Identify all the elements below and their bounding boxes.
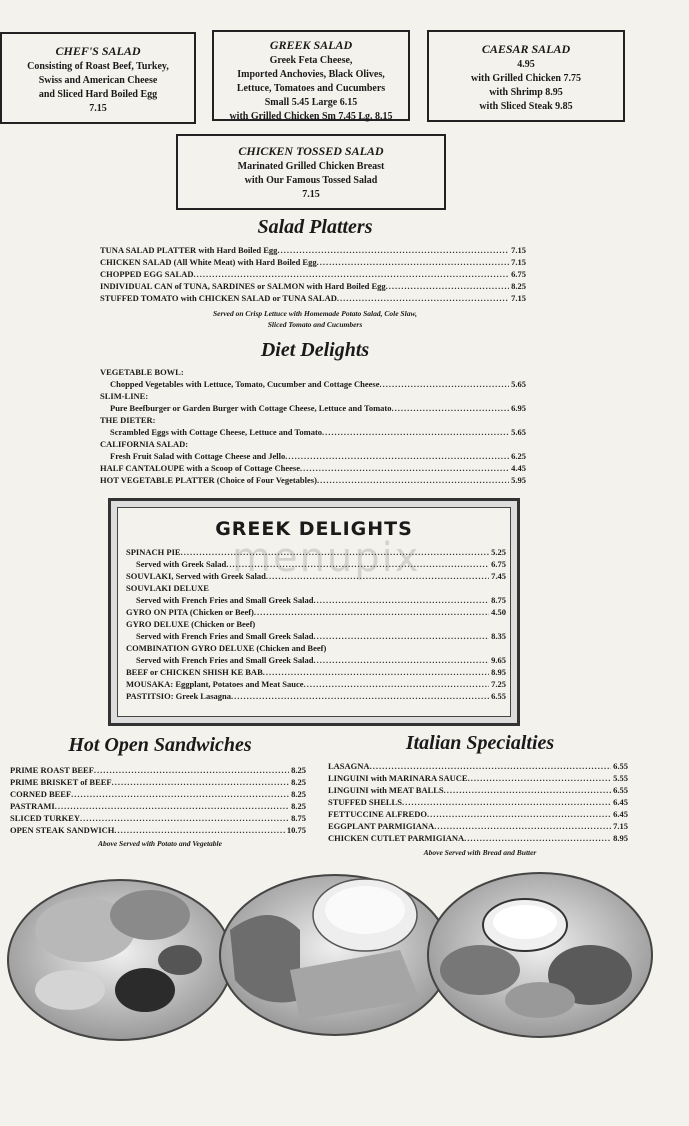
hot-open-sandwiches-note: Above Served with Potato and Vegetable bbox=[98, 839, 222, 848]
list-item: Scrambled Eggs with Cottage Cheese, Lettuce and Tomato ..... 5.65 bbox=[100, 426, 526, 438]
list-item: Served with French Fries and Small Greek Salad ..... 8.75 bbox=[126, 594, 506, 606]
list-item: LINGUINI with MARINARA SAUCE ..... 5.55 bbox=[328, 772, 628, 784]
chefs-salad-line: and Sliced Hard Boiled Egg bbox=[38, 89, 158, 100]
caesar-salad-title: CAESAR SALAD bbox=[481, 42, 571, 56]
list-item: INDIVIDUAL CAN of TUNA, SARDINES or SALMON with Hard Boiled Egg ..... 8.25 bbox=[100, 280, 526, 292]
list-item: Served with Greek Salad ..... 6.75 bbox=[126, 558, 506, 570]
list-item: PRIME ROAST BEEF ..... 8.25 bbox=[10, 764, 306, 776]
note-line: Sliced Tomato and Cucumbers bbox=[267, 320, 363, 329]
list-item: Served with French Fries and Small Greek Salad ..... 9.65 bbox=[126, 654, 506, 666]
italian-specialties-note: Above Served with Bread and Butter bbox=[423, 848, 537, 857]
salad-plate-photo bbox=[8, 880, 232, 1040]
list-item: PASTRAMI ..... 8.25 bbox=[10, 800, 306, 812]
chicken-tossed-salad-price: 7.15 bbox=[302, 189, 320, 200]
list-item: GYRO ON PITA (Chicken or Beef) ..... 4.50 bbox=[126, 606, 506, 618]
greek-salad-line: Imported Anchovies, Black Olives, bbox=[237, 69, 385, 80]
chicken-tossed-salad-line: Marinated Grilled Chicken Breast bbox=[237, 161, 385, 172]
list-item: FETTUCCINE ALFREDO ..... 6.45 bbox=[328, 808, 628, 820]
greek-salad-title: GREEK SALAD bbox=[269, 38, 353, 52]
list-item: GYRO DELUXE (Chicken or Beef) bbox=[126, 619, 256, 629]
salad-platters-note bbox=[150, 308, 480, 330]
list-item: SLICED TURKEY ..... 8.75 bbox=[10, 812, 306, 824]
list-item: SOUVLAKI DELUXE bbox=[126, 583, 209, 593]
list-item: PRIME BRISKET of BEEF ..... 8.25 bbox=[10, 776, 306, 788]
chicken-tossed-salad-line: with Our Famous Tossed Salad bbox=[244, 175, 378, 186]
list-item: CHICKEN SALAD (All White Meat) with Hard Boiled Egg ..... 7.15 bbox=[100, 256, 526, 268]
list-item: BEEF or CHICKEN SHISH KE BAB ..... 8.95 bbox=[126, 666, 506, 678]
caesar-salad-line: 4.95 bbox=[517, 59, 535, 70]
diet-delights-list bbox=[100, 366, 526, 486]
chefs-salad-box bbox=[0, 32, 196, 124]
caesar-salad-line: with Shrimp 8.95 bbox=[489, 87, 563, 98]
list-item: COMBINATION GYRO DELUXE (Chicken and Beef) bbox=[126, 643, 327, 653]
watermark: menupix bbox=[232, 535, 421, 581]
chefs-salad-title: CHEF'S SALAD bbox=[55, 44, 141, 58]
salad-platters-list bbox=[100, 244, 526, 304]
list-item: CHICKEN CUTLET PARMIGIANA ..... 8.95 bbox=[328, 832, 628, 844]
list-item: VEGETABLE BOWL: bbox=[100, 367, 184, 377]
italian-specialties-list bbox=[328, 760, 628, 844]
caesar-salad-box bbox=[427, 30, 625, 122]
greek-salad-box bbox=[212, 30, 410, 121]
note-line: Served on Crisp Lettuce with Homemade Potato Salad, Cole Slaw, bbox=[212, 309, 418, 318]
list-item: LASAGNA ..... 6.55 bbox=[328, 760, 628, 772]
kebab-plate-photo bbox=[428, 873, 652, 1037]
list-item: THE DIETER: bbox=[100, 415, 156, 425]
list-item: CHOPPED EGG SALAD ..... 6.75 bbox=[100, 268, 526, 280]
greek-salad-line: with Grilled Chicken Sm 7.45 Lg. 8.15 bbox=[229, 111, 393, 122]
list-item: CALIFORNIA SALAD: bbox=[100, 439, 189, 449]
caesar-salad-line: with Grilled Chicken 7.75 bbox=[470, 73, 581, 84]
chefs-salad-line: Consisting of Roast Beef, Turkey, bbox=[27, 61, 169, 72]
list-item: MOUSAKA: Eggplant, Potatoes and Meat Sauce ..... 7.25 bbox=[126, 678, 506, 690]
list-item: TUNA SALAD PLATTER with Hard Boiled Egg ..... 7.15 bbox=[100, 244, 526, 256]
chicken-tossed-salad-title: CHICKEN TOSSED SALAD bbox=[238, 144, 384, 158]
list-item: PASTITSIO: Greek Lasagna ..... 6.55 bbox=[126, 690, 506, 702]
list-item: STUFFED TOMATO with CHICKEN SALAD or TUNA SALAD ..... 7.15 bbox=[100, 292, 526, 304]
list-item: Pure Beefburger or Garden Burger with Cottage Cheese, Lettuce and Tomato ..... 6.95 bbox=[100, 402, 526, 414]
list-item: Fresh Fruit Salad with Cottage Cheese and Jello ..... 6.25 bbox=[100, 450, 526, 462]
list-item: HOT VEGETABLE PLATTER (Choice of Four Vegetables) ..... 5.95 bbox=[100, 474, 526, 486]
list-item: LINGUINI with MEAT BALLS ..... 6.55 bbox=[328, 784, 628, 796]
hot-open-sandwiches-list bbox=[10, 764, 306, 836]
salad-platters-title: Salad Platters bbox=[257, 216, 373, 238]
list-item: SLIM-LINE: bbox=[100, 391, 149, 401]
diet-delights-title: Diet Delights bbox=[260, 339, 370, 361]
list-item: Chopped Vegetables with Lettuce, Tomato, Cucumber and Cottage Cheese ..... 5.65 bbox=[100, 378, 526, 390]
greek-delights-title: GREEK DELIGHTS bbox=[215, 518, 413, 540]
caesar-salad-line: with Sliced Steak 9.85 bbox=[479, 101, 573, 112]
chefs-salad-line: Swiss and American Cheese bbox=[38, 75, 158, 86]
hot-open-sandwiches-title: Hot Open Sandwiches bbox=[68, 734, 252, 756]
greek-delights-frame bbox=[108, 498, 520, 726]
list-item: STUFFED SHELLS ..... 6.45 bbox=[328, 796, 628, 808]
chicken-tossed-salad-box bbox=[176, 134, 446, 210]
list-item: EGGPLANT PARMIGIANA ..... 7.15 bbox=[328, 820, 628, 832]
chefs-salad-price: 7.15 bbox=[89, 103, 107, 114]
food-photos bbox=[0, 860, 689, 1060]
list-item: CORNED BEEF ..... 8.25 bbox=[10, 788, 306, 800]
greek-salad-line: Small 5.45 Large 6.15 bbox=[264, 97, 358, 108]
list-item: Served with French Fries and Small Greek Salad ..... 8.35 bbox=[126, 630, 506, 642]
gyro-plate-photo bbox=[220, 875, 450, 1035]
list-item: SPINACH PIE ..... 5.25 bbox=[126, 546, 506, 558]
list-item: OPEN STEAK SANDWICH ..... 10.75 bbox=[10, 824, 306, 836]
list-item: SOUVLAKI, Served with Greek Salad ..... 7.45 bbox=[126, 570, 506, 582]
italian-specialties-title: Italian Specialties bbox=[405, 732, 555, 754]
greek-salad-line: Lettuce, Tomatoes and Cucumbers bbox=[236, 83, 386, 94]
greek-salad-line: Greek Feta Cheese, bbox=[269, 55, 353, 66]
list-item: HALF CANTALOUPE with a Scoop of Cottage Cheese ..... 4.45 bbox=[100, 462, 526, 474]
